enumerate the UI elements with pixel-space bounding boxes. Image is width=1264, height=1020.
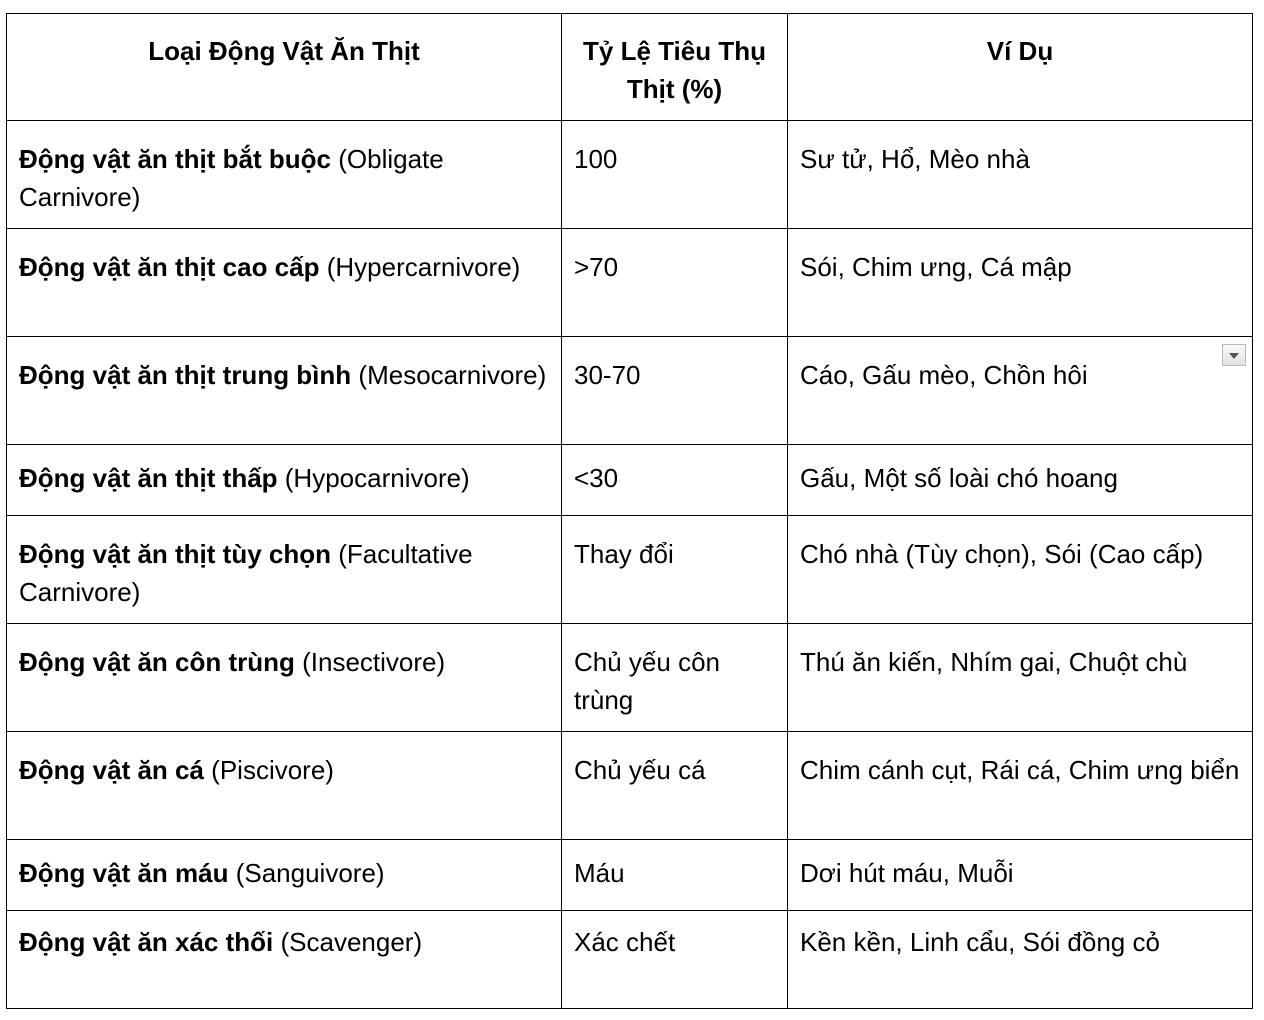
cell-rate: Chủ yếu côn trùng: [562, 624, 788, 732]
cell-rate: >70: [562, 229, 788, 337]
type-name: Động vật ăn máu: [19, 858, 229, 888]
type-name: Động vật ăn thịt thấp: [19, 463, 278, 493]
cell-type: [7, 337, 562, 445]
carnivore-table-container: [6, 13, 1252, 1009]
type-latin: (Obligate Carnivore): [19, 144, 444, 212]
type-latin: (Scavenger): [273, 927, 423, 957]
cell-examples: Gấu, Một số loài chó hoang: [788, 445, 1253, 516]
type-name: Động vật ăn thịt cao cấp: [19, 252, 320, 282]
type-latin: (Mesocarnivore): [351, 360, 547, 390]
cell-examples: Sói, Chim ưng, Cá mập: [788, 229, 1253, 337]
dropdown-arrow-icon[interactable]: [1222, 344, 1246, 366]
table-row: [7, 445, 1253, 516]
header-rate: Tỷ Lệ Tiêu Thụ Thịt (%): [562, 14, 788, 121]
table-row: [7, 732, 1253, 840]
cell-type: [7, 445, 562, 516]
cell-type: [7, 516, 562, 624]
type-latin: (Piscivore): [203, 755, 334, 785]
cell-type: [7, 229, 562, 337]
type-name: Động vật ăn xác thối: [19, 927, 274, 957]
cell-rate: 30-70: [562, 337, 788, 445]
table-row: [7, 121, 1253, 229]
cell-examples: Chim cánh cụt, Rái cá, Chim ưng biển: [788, 732, 1253, 840]
cell-examples: Sư tử, Hổ, Mèo nhà: [788, 121, 1253, 229]
table-row: [7, 624, 1253, 732]
cell-rate: 100: [562, 121, 788, 229]
cell-rate: Chủ yếu cá: [562, 732, 788, 840]
type-name: Động vật ăn côn trùng: [19, 647, 295, 677]
header-type: Loại Động Vật Ăn Thịt: [7, 14, 562, 121]
cell-type: [7, 624, 562, 732]
type-name: Động vật ăn thịt bắt buộc: [19, 144, 331, 174]
table-header-row: [7, 14, 1253, 121]
carnivore-table: [6, 13, 1253, 1009]
type-latin: (Hypercarnivore): [319, 252, 521, 282]
type-latin: (Insectivore): [294, 647, 446, 677]
cell-rate: Máu: [562, 840, 788, 911]
table-row: [7, 911, 1253, 1009]
type-name: Động vật ăn thịt tùy chọn: [19, 539, 331, 569]
cell-type: [7, 840, 562, 911]
cell-rate: <30: [562, 445, 788, 516]
cell-examples: Dơi hút máu, Muỗi: [788, 840, 1253, 911]
cell-rate: Thay đổi: [562, 516, 788, 624]
cell-examples: Kền kền, Linh cẩu, Sói đồng cỏ: [788, 911, 1253, 1009]
type-name: Động vật ăn thịt trung bình: [19, 360, 352, 390]
type-latin: (Sanguivore): [228, 858, 385, 888]
cell-type: [7, 732, 562, 840]
cell-examples: Chó nhà (Tùy chọn), Sói (Cao cấp): [788, 516, 1253, 624]
type-name: Động vật ăn cá: [19, 755, 204, 785]
cell-type: [7, 121, 562, 229]
type-latin: (Facultative Carnivore): [19, 539, 473, 607]
cell-type: [7, 911, 562, 1009]
cell-examples: Thú ăn kiến, Nhím gai, Chuột chù: [788, 624, 1253, 732]
cell-rate: Xác chết: [562, 911, 788, 1009]
type-latin: (Hypocarnivore): [277, 463, 470, 493]
table-row: [7, 840, 1253, 911]
table-row: [7, 229, 1253, 337]
table-row: [7, 516, 1253, 624]
table-row: [7, 337, 1253, 445]
header-examples: Ví Dụ: [788, 14, 1253, 121]
cell-examples: Cáo, Gấu mèo, Chồn hôi: [788, 337, 1253, 445]
